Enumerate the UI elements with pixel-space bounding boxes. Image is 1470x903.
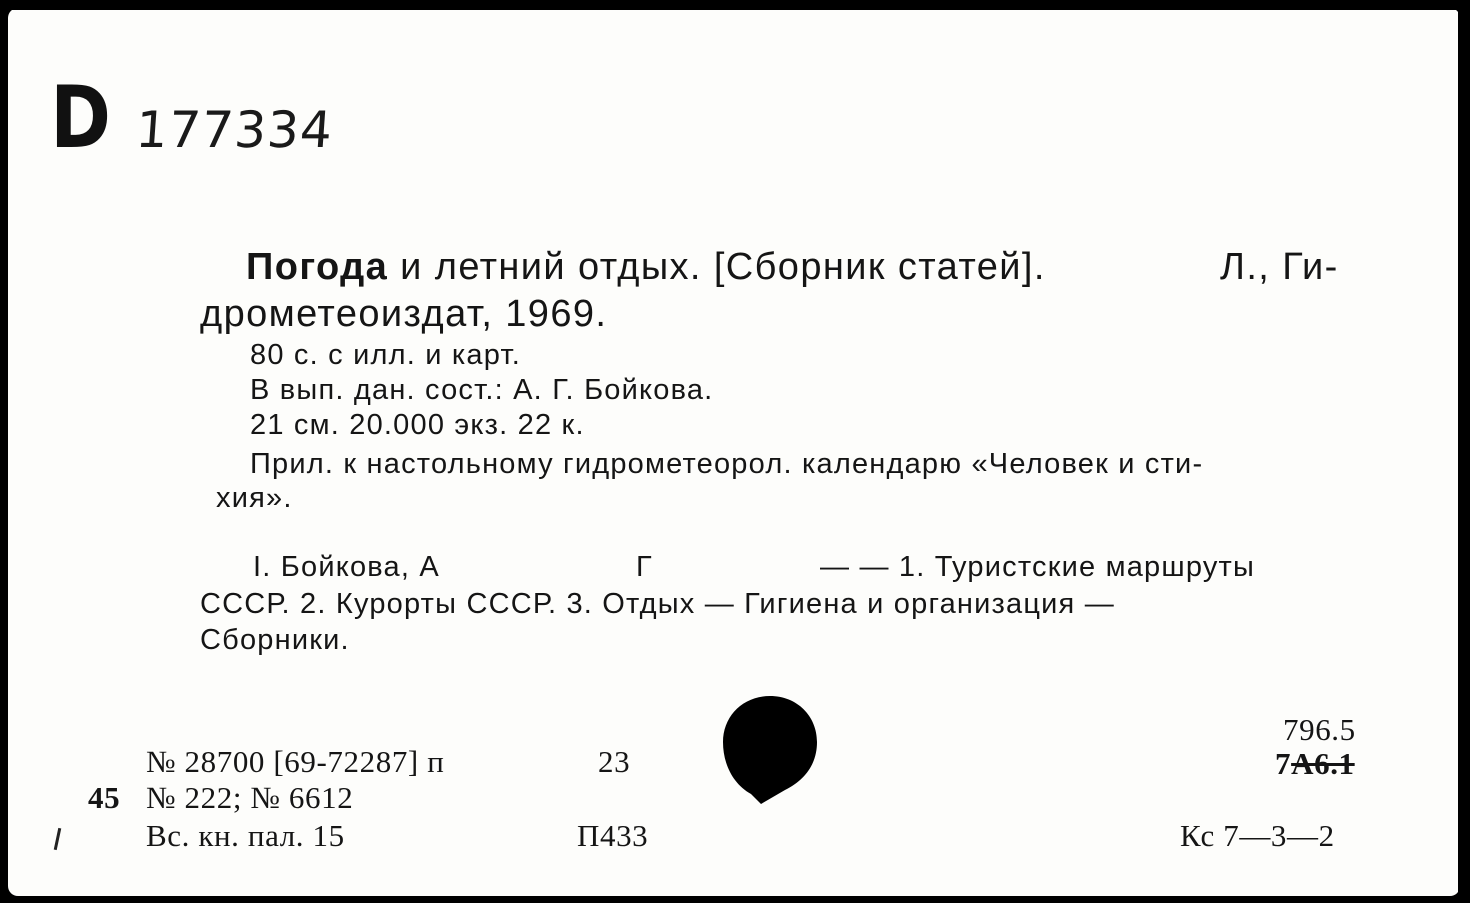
scan-edge-right — [1458, 0, 1470, 903]
entry-publisher-end: дрометеоиздат, 1969. — [200, 293, 608, 335]
entry-title-rest: и летний отдых. [Сборник статей]. — [388, 246, 1046, 288]
scan-edge-bottom — [0, 897, 1470, 903]
footer-second-line: № 222; № 6612 — [146, 780, 354, 815]
scan-edge-top — [0, 0, 1470, 10]
inventory-letter: D — [50, 68, 110, 168]
inventory-digits: 177334 — [134, 101, 336, 159]
footer-order-no: № 28700 [69-72287] п — [146, 744, 445, 779]
entry-compiler: В вып. дан. сост.: А. Г. Бойкова. — [250, 374, 714, 406]
entry-note-line2: хия». — [216, 482, 293, 514]
tracing-line2: СССР. 2. Курорты СССР. 3. Отдых — Гигиена и организация — — [200, 588, 1115, 620]
entry-title-line — [246, 246, 1046, 289]
entry-note-line1: Прил. к настольному гидрометеорол. календарю «Человек и сти- — [250, 448, 1204, 480]
tracing-line1-author: I. Бойкова, А — [253, 551, 440, 583]
footer-third-line-a: Вс. кн. пал. 15 — [146, 818, 345, 853]
footer-side-number: 45 — [88, 780, 121, 815]
class-number-struck-prefix: 7 — [1275, 746, 1292, 781]
entry-format: 21 см. 20.000 экз. 22 к. — [250, 409, 585, 441]
inventory-number — [45, 68, 336, 168]
entry-extent: 80 с. с илл. и карт. — [250, 339, 521, 371]
class-number: 796.5 — [1283, 712, 1356, 747]
cataloger-signature: Кс 7—3—2 — [1180, 818, 1335, 853]
class-number-struck — [1275, 746, 1355, 782]
class-number-struck-text: А6.1 — [1291, 746, 1355, 781]
tracing-line3: Сборники. — [200, 624, 350, 656]
entry-title-bold: Погода — [246, 246, 389, 288]
tracing-line1-subjects: — — 1. Туристские маршруты — [820, 551, 1256, 583]
tracing-line1-initial: Г — [636, 551, 653, 583]
footer-order-count: 23 — [598, 744, 631, 779]
punch-hole — [721, 694, 819, 806]
entry-publisher-start: Л., Ги- — [1220, 246, 1339, 288]
footer-third-line-b: П433 — [577, 818, 649, 853]
